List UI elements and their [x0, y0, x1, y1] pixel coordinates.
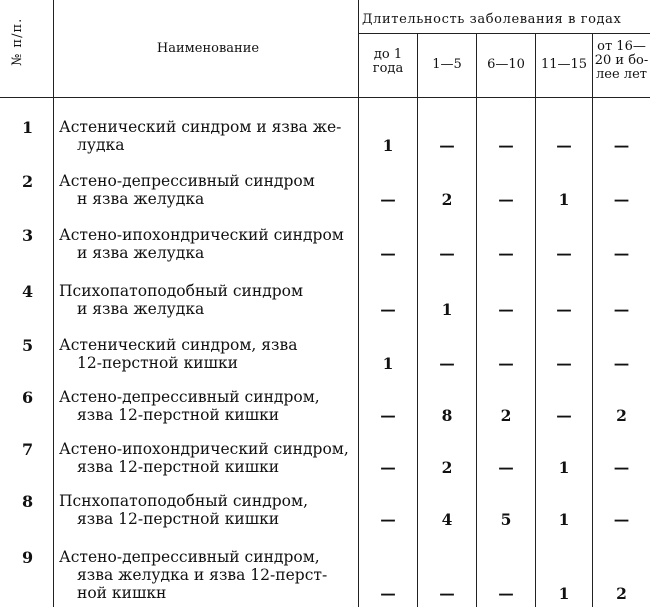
- row-value: —: [613, 136, 630, 155]
- row-value: 2: [616, 406, 627, 425]
- row-number: 3: [22, 226, 34, 245]
- row-value: —: [380, 406, 396, 425]
- duration-column-header-line: от 16—: [597, 39, 646, 54]
- duration-column-header: [359, 48, 417, 76]
- row-value: —: [439, 136, 455, 155]
- row-name: [59, 336, 359, 372]
- row-name: [59, 282, 359, 318]
- row-number: 1: [22, 118, 34, 137]
- row-value: 4: [441, 510, 453, 529]
- row-number: 4: [22, 282, 34, 301]
- row-name-line: язва 12-перстной кишки: [77, 510, 280, 528]
- row-name: [59, 492, 359, 528]
- rule-header-bottom: [0, 97, 650, 98]
- duration-column-header-line: 11—15: [540, 57, 588, 72]
- row-number: 8: [22, 492, 34, 511]
- row-value: 8: [441, 406, 453, 425]
- row-number: 2: [22, 172, 34, 191]
- row-name-line: Астенический синдром и язва же-: [59, 118, 342, 136]
- row-value: 1: [382, 136, 394, 155]
- row-name-line: язва 12-перстной кишки: [77, 458, 280, 476]
- row-name-line: Астено-ипохондрический синдром,: [59, 440, 349, 458]
- row-value: —: [380, 244, 396, 263]
- duration-column-header: [418, 58, 476, 72]
- row-value: —: [613, 458, 630, 477]
- row-value: —: [498, 300, 514, 319]
- row-name-line: и язва желудка: [77, 300, 205, 318]
- row-name-line: ной кишкн: [77, 584, 167, 602]
- row-value: —: [556, 300, 572, 319]
- row-value: —: [380, 190, 396, 209]
- row-value: —: [380, 584, 396, 603]
- row-name: [59, 226, 359, 262]
- row-value: 5: [500, 510, 512, 529]
- row-name-line: Астенический синдром, язва: [59, 336, 298, 354]
- row-value: 1: [558, 510, 570, 529]
- duration-column-header: [536, 58, 592, 72]
- row-name: [59, 548, 359, 602]
- row-value: —: [498, 584, 514, 603]
- row-value: 1: [558, 584, 570, 603]
- row-name-line: язва 12-перстной кишки: [77, 406, 280, 424]
- duration-column-header-line: 6—10: [487, 57, 525, 72]
- row-value: —: [439, 584, 455, 603]
- number-header: [2, 17, 52, 98]
- duration-header: Длительность заболевания в годах: [362, 12, 622, 27]
- row-name-line: язва желудка и язва 12-перст-: [77, 566, 328, 584]
- row-name-line: Астено-депрессивный синдром,: [59, 548, 320, 566]
- row-value: —: [613, 510, 630, 529]
- row-value: —: [380, 300, 396, 319]
- row-value: 1: [558, 190, 570, 209]
- rule-header-group: [358, 33, 650, 34]
- row-value: 1: [558, 458, 570, 477]
- duration-column-header: [593, 40, 650, 82]
- row-value: —: [498, 354, 514, 373]
- duration-column-header-line: 1—5: [432, 57, 462, 72]
- row-value: —: [556, 406, 572, 425]
- duration-column-header-line: 20 и бо-: [594, 53, 649, 68]
- row-value: —: [613, 300, 630, 319]
- row-name-line: Психопатоподобный синдром: [59, 282, 304, 300]
- rule-left: [53, 0, 54, 607]
- row-name-line: Астено-депрессивный синдром: [59, 172, 315, 190]
- row-name-line: Астено-ипохондрический синдром: [59, 226, 344, 244]
- row-name-line: лудка: [77, 136, 125, 154]
- row-value: 1: [441, 300, 453, 319]
- row-value: 2: [500, 406, 512, 425]
- row-value: —: [556, 244, 572, 263]
- row-name: [59, 118, 359, 154]
- row-value: —: [380, 510, 396, 529]
- duration-column-header-line: лее лет: [596, 67, 647, 82]
- duration-column-header: [477, 58, 535, 72]
- row-value: 2: [441, 458, 453, 477]
- row-value: —: [498, 244, 514, 263]
- row-name-line: Пснхопатоподобный синдром,: [59, 492, 308, 510]
- row-value: —: [439, 354, 455, 373]
- row-name-line: и язва желудка: [77, 244, 205, 262]
- row-value: —: [380, 458, 396, 477]
- row-number: 9: [22, 548, 34, 567]
- number-header-label: № п/п.: [10, 17, 25, 66]
- row-value: —: [613, 354, 630, 373]
- name-header: Наименование: [156, 41, 260, 56]
- row-name-line: 12-перстной кишки: [77, 354, 239, 372]
- row-name-line: Астено-депрессивный синдром,: [59, 388, 320, 406]
- row-value: —: [439, 244, 455, 263]
- row-name: [59, 172, 359, 208]
- row-name: [59, 388, 359, 424]
- row-value: —: [498, 458, 514, 477]
- row-value: —: [556, 354, 572, 373]
- row-name: [59, 440, 359, 476]
- row-value: —: [498, 136, 514, 155]
- row-name-line: н язва желудка: [77, 190, 205, 208]
- duration-column-header-line: года: [372, 61, 404, 76]
- row-number: 7: [22, 440, 34, 459]
- row-value: 1: [382, 354, 394, 373]
- row-number: 6: [22, 388, 34, 407]
- row-value: —: [498, 190, 514, 209]
- row-value: 2: [616, 584, 627, 603]
- row-value: —: [613, 244, 630, 263]
- duration-column-header-line: до 1: [373, 47, 403, 62]
- row-number: 5: [22, 336, 34, 355]
- row-value: —: [556, 136, 572, 155]
- row-value: 2: [441, 190, 453, 209]
- row-value: —: [613, 190, 630, 209]
